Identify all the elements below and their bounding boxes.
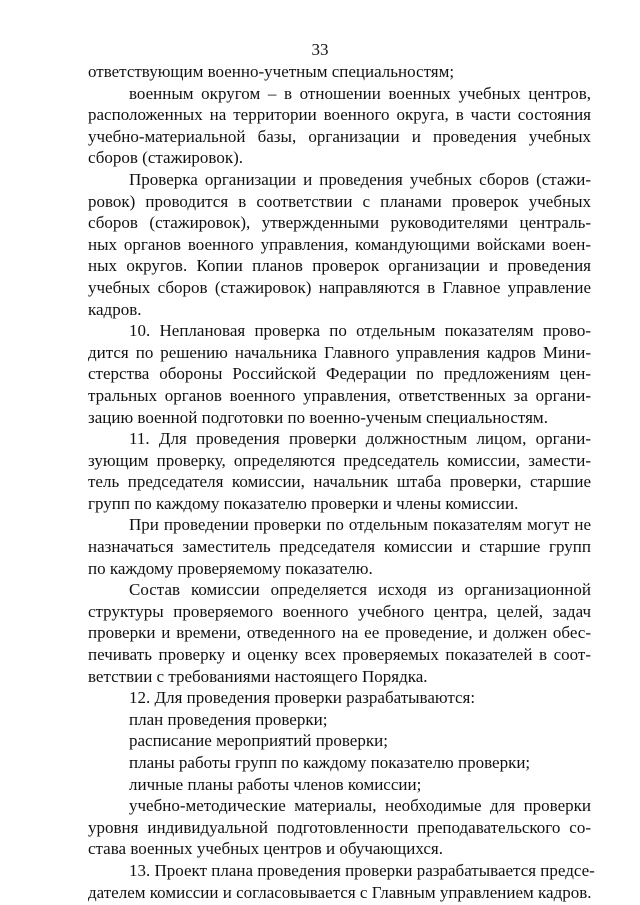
text-line: тральных органов военного управления, ответственных за органи- <box>88 385 591 405</box>
text-line: расписание мероприятий проверки; <box>129 731 388 751</box>
text-line: групп по каждому показателю проверки и члены комиссии. <box>88 493 519 513</box>
text-line: учебных сборов (стажировок) направляются в Главное управление <box>88 277 591 297</box>
text-line: расположенных на территории военного округа, в части состояния <box>88 105 591 125</box>
text-line: ответствующим военно-учетным специальностям; <box>88 62 455 81</box>
text-line: планы работы групп по каждому показателю проверки; <box>129 753 531 772</box>
page-number: 33 <box>311 40 329 59</box>
text-line: ных округов. Копии планов проверок организации и проведения <box>88 256 591 276</box>
text-line: структуры проверяемого военного учебного центра, целей, задач <box>88 601 591 621</box>
text-line: тель председателя комиссии, начальник штаба проверки, старшие <box>88 472 591 492</box>
text-line: военным округом – в отношении военных учебных центров, <box>129 83 591 103</box>
text-line: печивать проверку и оценку всех проверяемых показателей в соот- <box>88 645 591 665</box>
text-line: зацию военной подготовки по военно-ученым специальностям. <box>88 407 548 427</box>
text-line: назначаться заместитель председателя комиссии и старшие групп <box>88 537 591 557</box>
text-line: сборов (стажировок), утвержденными руководителями централь- <box>88 213 591 233</box>
text-line: учебно-материальной базы, организации и проведения учебных <box>88 126 591 146</box>
text-line: по каждому проверяемому показателю. <box>88 558 373 578</box>
text-line: 12. Для проведения проверки разрабатываются: <box>129 688 476 708</box>
text-line: ных органов военного управления, командующими войсками воен- <box>88 234 591 254</box>
text-line: става военных учебных центров и обучающихся. <box>88 839 443 859</box>
text-line: ветствии с требованиями настоящего Порядка. <box>88 666 428 686</box>
text-line: Состав комиссии определяется исходя из организационной <box>129 580 591 600</box>
text-line: уровня индивидуальной подготовленности преподавательского со- <box>88 817 591 837</box>
text-line: учебно-методические материалы, необходимые для проверки <box>129 796 591 816</box>
text-line: план проведения проверки; <box>129 709 328 729</box>
text-line: стерства обороны Российской Федерации по предложениям цен- <box>88 364 591 384</box>
text-line: зующим проверку, определяются председатель комиссии, замести- <box>88 450 591 470</box>
text-line: кадров. <box>88 299 142 319</box>
text-line: 11. Для проведения проверки должностным лицом, органи- <box>129 429 591 449</box>
text-line: Проверка организации и проведения учебных сборов (стажи- <box>129 169 591 189</box>
text-line: дится по решению начальника Главного управления кадров Мини- <box>88 342 591 362</box>
text-line: 10. Неплановая проверка по отдельным показателям прово- <box>129 321 591 341</box>
text-line: ровок) проводится в соответствии с планами проверок учебных <box>88 191 591 211</box>
text-line: 13. Проект плана проведения проверки разрабатывается предсе- <box>129 860 595 880</box>
text-line: сборов (стажировок). <box>88 148 243 168</box>
text-line: При проведении проверки по отдельным показателям могут не <box>129 515 591 535</box>
text-line: проверки и времени, отведенного на ее проведение, и должен обес- <box>88 623 591 643</box>
text-line: дателем комиссии и согласовывается с Главным управлением кадров. <box>88 882 592 902</box>
document-body <box>88 61 595 903</box>
text-line: личные планы работы членов комиссии; <box>129 774 422 794</box>
